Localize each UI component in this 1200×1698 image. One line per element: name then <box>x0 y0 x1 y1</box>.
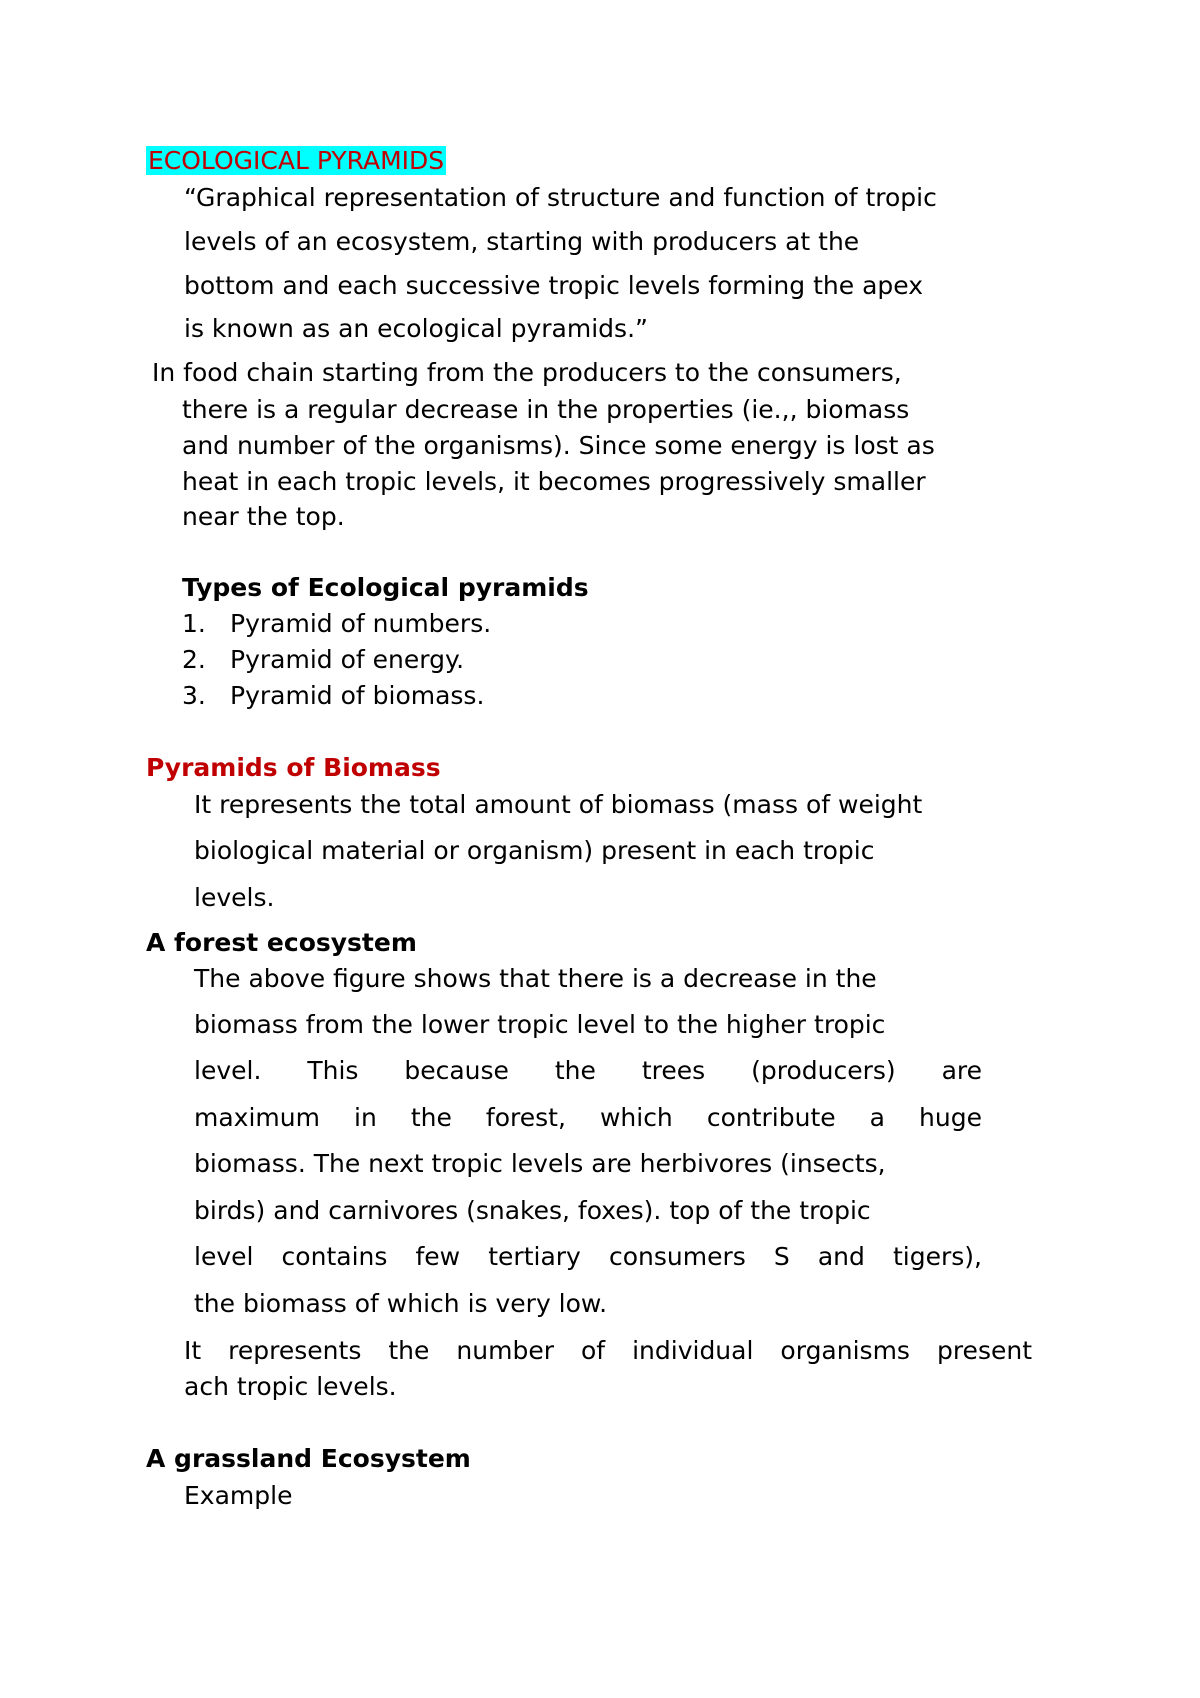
intro-line: there is a regular decrease in the properties (ie.,, biomass <box>182 395 910 424</box>
list-number: 3. <box>182 681 206 710</box>
biomass-line: biological material or organism) present in each tropic <box>194 836 875 865</box>
types-heading: Types of Ecological pyramids <box>182 573 589 602</box>
numbers-line: It represents the number of individual organisms present <box>184 1336 1032 1365</box>
intro-line: and number of the organisms). Since some energy is lost as <box>182 431 935 460</box>
definition-line: levels of an ecosystem, starting with producers at the <box>184 227 860 256</box>
list-item-text: Pyramid of biomass. <box>230 681 485 710</box>
intro-line: near the top. <box>182 502 345 531</box>
forest-line: maximum in the forest, which contribute a huge <box>194 1103 982 1132</box>
forest-heading: A forest ecosystem <box>146 928 417 957</box>
page-title <box>146 146 446 176</box>
numbers-line: ach tropic levels. <box>184 1372 397 1401</box>
biomass-line: levels. <box>194 883 275 912</box>
forest-line: biomass from the lower tropic level to the higher tropic <box>194 1010 886 1039</box>
definition-line: bottom and each successive tropic levels forming the apex <box>184 271 923 300</box>
definition-line: is known as an ecological pyramids.” <box>184 314 648 343</box>
biomass-line: It represents the total amount of biomass (mass of weight <box>194 790 923 819</box>
biomass-heading: Pyramids of Biomass <box>146 753 441 782</box>
list-item <box>182 681 206 711</box>
list-number: 2. <box>182 645 206 674</box>
intro-line: In food chain starting from the producers to the consumers, <box>152 358 902 387</box>
list-item-text: Pyramid of numbers. <box>230 609 492 638</box>
forest-line: level. This because the trees (producers) are <box>194 1056 982 1085</box>
forest-line: birds) and carnivores (snakes, foxes). top of the tropic <box>194 1196 871 1225</box>
forest-line: The above figure shows that there is a decrease in the <box>194 964 877 993</box>
intro-line: heat in each tropic levels, it becomes progressively smaller <box>182 467 926 496</box>
list-item <box>182 609 206 639</box>
list-item <box>182 645 206 675</box>
grassland-heading: A grassland Ecosystem <box>146 1444 471 1473</box>
grassland-example: Example <box>184 1481 293 1510</box>
list-number: 1. <box>182 609 206 638</box>
definition-line: “Graphical representation of structure and function of tropic <box>184 183 937 212</box>
title-highlight: ECOLOGICAL PYRAMIDS <box>148 146 445 175</box>
forest-line: biomass. The next tropic levels are herbivores (insects, <box>194 1149 886 1178</box>
forest-line: the biomass of which is very low. <box>194 1289 608 1318</box>
forest-line: level contains few tertiary consumers S and tigers), <box>194 1242 982 1271</box>
list-item-text: Pyramid of energy. <box>230 645 465 674</box>
